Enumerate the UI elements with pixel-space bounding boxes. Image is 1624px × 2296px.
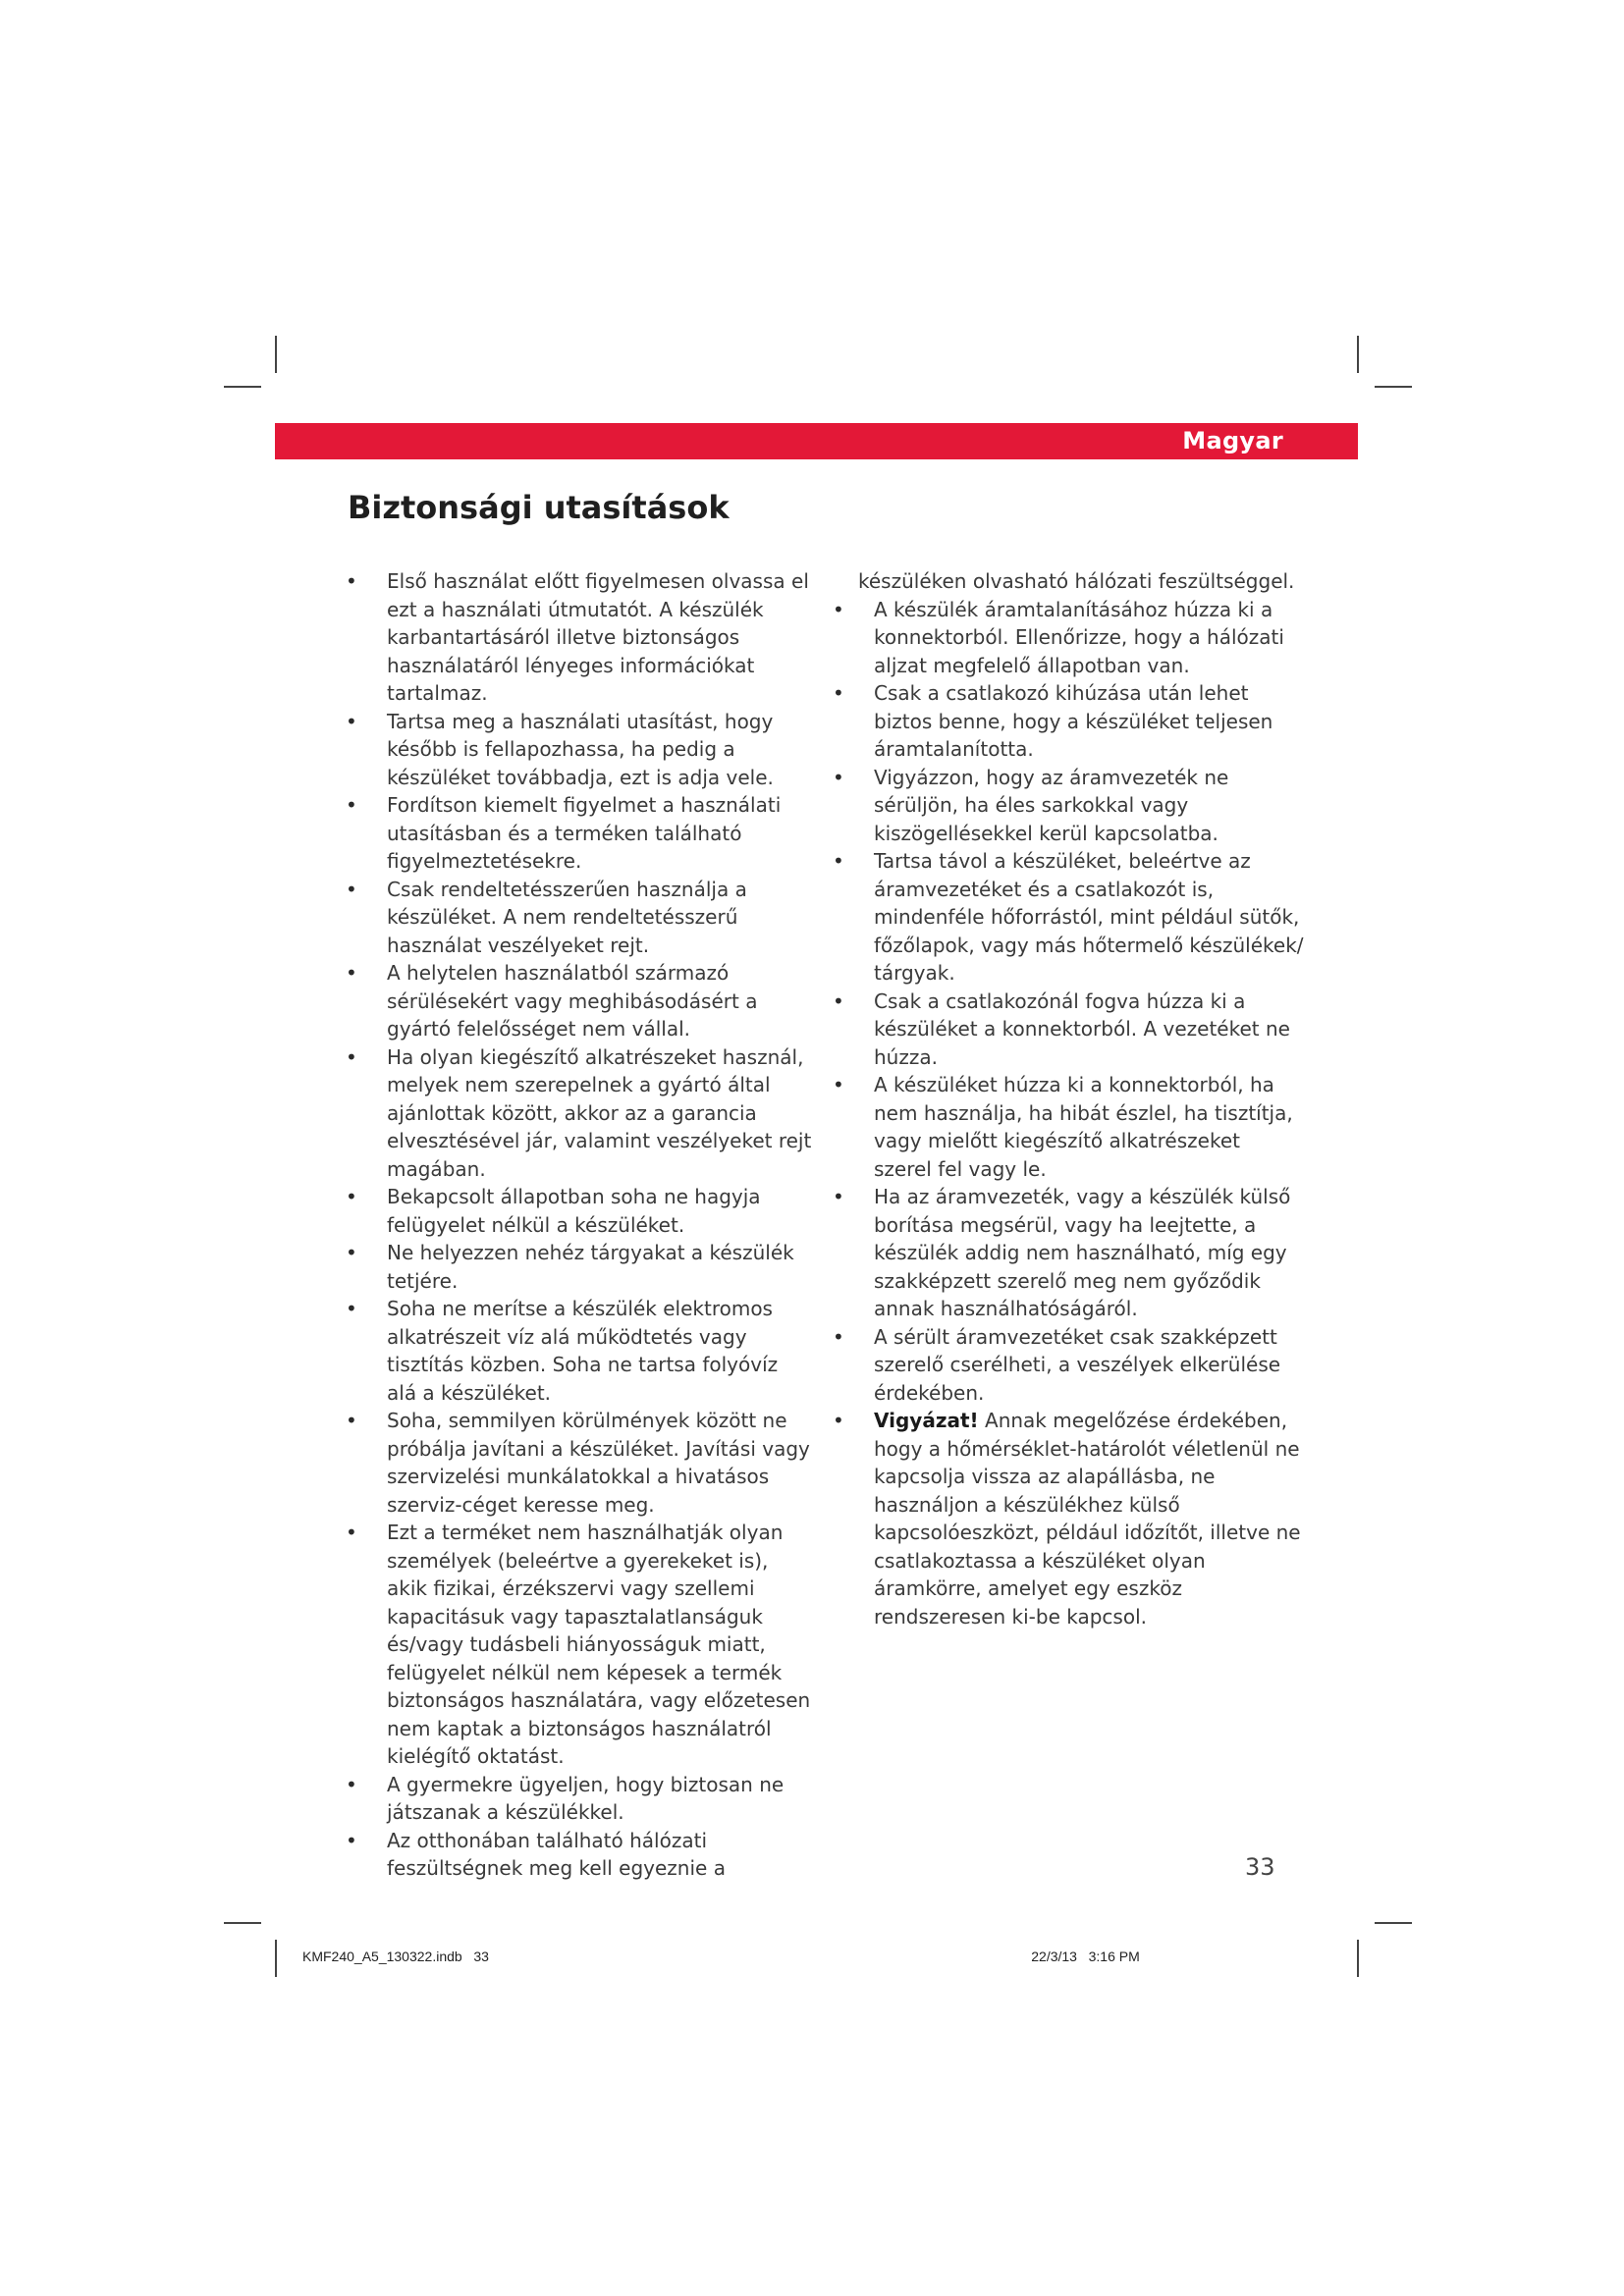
list-item	[833, 847, 1304, 988]
list-item-text: A készülék áramtalanításához húzza ki a konnektorból. Ellenőrizze, hogy a hálózati aljzat megfelelő állapotban van.	[874, 597, 1284, 677]
crop-mark	[275, 336, 277, 373]
list-item-text: Bekapcsolt állapotban soha ne hagyja felügyelet nélkül a készüléket.	[387, 1185, 761, 1237]
crop-mark	[1375, 386, 1412, 388]
list-item-text: Tartsa távol a készüléket, beleértve az áramvezetéket és a csatlakozót is, mindenféle hőforrástól, mint például sütők, főzőlapok, vagy más hőtermelő készülékek/ tárgyak.	[874, 849, 1304, 985]
list-item	[833, 1323, 1304, 1408]
bullet-icon: •	[833, 1185, 844, 1208]
crop-mark	[224, 386, 261, 388]
list-item	[833, 1183, 1304, 1323]
crop-mark	[1357, 336, 1359, 373]
language-banner	[275, 423, 1358, 459]
list-item	[346, 959, 813, 1043]
list-item	[346, 1771, 813, 1827]
bullet-icon: •	[833, 849, 844, 873]
list-item-text: Ezt a terméket nem használhatják olyan személyek (beleértve a gyerekeket is), akik fizikai, érzékszervi vagy szellemi kapacitásuk vagy tapasztalatlanságuk és/vagy tudásbeli hiányosságuk miatt, felügyelet nélkül nem képesek a termék biztonságos használatára, vagy előzetesen nem kaptak a biztonságos használatról kielégítő oktatást.	[387, 1521, 811, 1768]
bullet-icon: •	[346, 1297, 357, 1320]
bullet-icon: •	[346, 1409, 357, 1432]
list-item	[346, 1827, 813, 1883]
bullet-icon: •	[833, 988, 844, 1013]
list-item-text: Első használat előtt figyelmesen olvassa el ezt a használati útmutatót. A készülék karbantartásáról illetve biztonságos használatáról lényeges információkat tartalmaz.	[387, 569, 809, 705]
page-title: Biztonsági utasítások	[348, 489, 730, 526]
list-item-text: Csak a csatlakozónál fogva húzza ki a készüléket a konnektorból. A vezetéket ne húzza.	[874, 988, 1290, 1069]
list-item	[833, 679, 1304, 764]
bullet-icon: •	[346, 1521, 357, 1544]
bullet-icon: •	[833, 1324, 844, 1349]
language-label: Magyar	[1182, 427, 1283, 454]
crop-mark	[224, 1922, 261, 1924]
bullet-icon: •	[346, 1772, 357, 1796]
continuation-text: készüléken olvasható hálózati feszültséggel.	[858, 569, 1295, 593]
list-item-text: Az otthonában található hálózati feszültségnek meg kell egyeznie a	[387, 1828, 726, 1880]
list-item-text: Vigyázzon, hogy az áramvezeték ne sérüljön, ha éles sarkokkal vagy kiszögellésekkel kerül kapcsolatba.	[874, 765, 1229, 845]
bullet-icon: •	[833, 1409, 844, 1432]
list-item	[833, 1071, 1304, 1183]
print-footer: KMF240_A5_130322.indb 33 22/3/13 3:16 PM	[302, 1949, 1140, 1964]
list-item	[346, 791, 813, 876]
list-item	[346, 1295, 813, 1407]
list-item	[833, 764, 1304, 848]
list-item	[346, 708, 813, 792]
warning-text: Annak megelőzése érdekében, hogy a hőmérséklet-határolót véletlenül ne kapcsolja vissza az alapállásba, ne használjon a készülékhez külső kapcsolóeszközt, például időzítőt, illetve ne csatlakoztassa a készüléket olyan áramkörre, amelyet egy eszköz rendszeresen ki-be kapcsol.	[874, 1409, 1301, 1629]
list-item	[833, 988, 1304, 1072]
list-item	[346, 1519, 813, 1771]
bullet-icon: •	[346, 961, 357, 985]
list-item-text: Fordítson kiemelt figyelmet a használati utasításban és a terméken található figyelmeztetésekre.	[387, 793, 782, 873]
warning-text-block	[858, 1407, 1304, 1630]
list-item	[346, 1239, 813, 1295]
list-item-text: A helytelen használatból származó sérülésekért vagy meghibásodásért a gyártó felelősséget nem vállal.	[387, 961, 758, 1041]
crop-mark	[1357, 1940, 1359, 1977]
list-item-text: A sérült áramvezetéket csak szakképzett szerelő cserélheti, a veszélyek elkerülése érdekében.	[874, 1324, 1281, 1405]
bullet-icon: •	[346, 877, 357, 901]
list-item-text: Csak a csatlakozó kihúzása után lehet biztos benne, hogy a készüléket teljesen áramtalanította.	[874, 681, 1273, 761]
list-item-text: Soha, semmilyen körülmények között ne próbálja javítani a készüléket. Javítási vagy szervizelési munkálatokkal a hivatásos szerviz-céget keresse meg.	[387, 1409, 810, 1517]
list-item-text: Ha az áramvezeték, vagy a készülék külső borítása megsérül, vagy ha leejtette, a készülék addig nem használható, míg egy szakképzett szerelő meg nem győződik annak használhatóságáról.	[874, 1185, 1291, 1320]
bullet-icon: •	[346, 1044, 357, 1069]
bullet-icon: •	[833, 1073, 844, 1096]
list-item	[346, 876, 813, 960]
warning-label: Vigyázat!	[874, 1409, 979, 1432]
list-item	[346, 1407, 813, 1519]
list-item-text: A gyermekre ügyeljen, hogy biztosan ne játszanak a készülékkel.	[387, 1772, 785, 1824]
bullet-icon: •	[833, 597, 844, 621]
list-item-continuation	[833, 567, 1304, 596]
list-item-text: A készüléket húzza ki a konnektorból, ha nem használja, ha hibát észlel, ha tisztítja, vagy mielőtt kiegészítő alkatrészeket szerel fel vagy le.	[874, 1073, 1293, 1181]
list-item-text: Ne helyezzen nehéz tárgyakat a készülék tetjére.	[387, 1241, 794, 1293]
list-item	[346, 1183, 813, 1239]
list-item	[833, 596, 1304, 680]
warning-item	[833, 1407, 1304, 1630]
safety-list-left	[346, 567, 813, 1883]
bullet-icon: •	[833, 681, 844, 705]
safety-list-right	[833, 567, 1304, 1630]
crop-mark	[275, 1940, 277, 1977]
list-item-text: Csak rendeltetésszerűen használja a készüléket. A nem rendeltetésszerű használat veszélyeket rejt.	[387, 877, 747, 957]
list-item-text: Tartsa meg a használati utasítást, hogy később is fellapozhassa, ha pedig a készüléket továbbadja, ezt is adja vele.	[387, 709, 774, 789]
crop-mark	[1375, 1922, 1412, 1924]
list-item-text: Ha olyan kiegészítő alkatrészeket használ, melyek nem szerepelnek a gyártó által ajánlottak között, akkor az a garancia elvesztésével jár, valamint veszélyeket rejt magában.	[387, 1044, 812, 1181]
bullet-icon: •	[346, 1241, 357, 1264]
page-number: 33	[1245, 1853, 1275, 1881]
bullet-icon: •	[346, 1185, 357, 1208]
bullet-icon: •	[346, 793, 357, 817]
list-item	[346, 567, 813, 708]
list-item	[346, 1043, 813, 1184]
bullet-icon: •	[833, 765, 844, 789]
bullet-icon: •	[346, 569, 357, 593]
bullet-icon: •	[346, 709, 357, 733]
list-item-text: Soha ne merítse a készülék elektromos alkatrészeit víz alá működtetés vagy tisztítás közben. Soha ne tartsa folyóvíz alá a készüléket.	[387, 1297, 779, 1405]
bullet-icon: •	[346, 1828, 357, 1852]
